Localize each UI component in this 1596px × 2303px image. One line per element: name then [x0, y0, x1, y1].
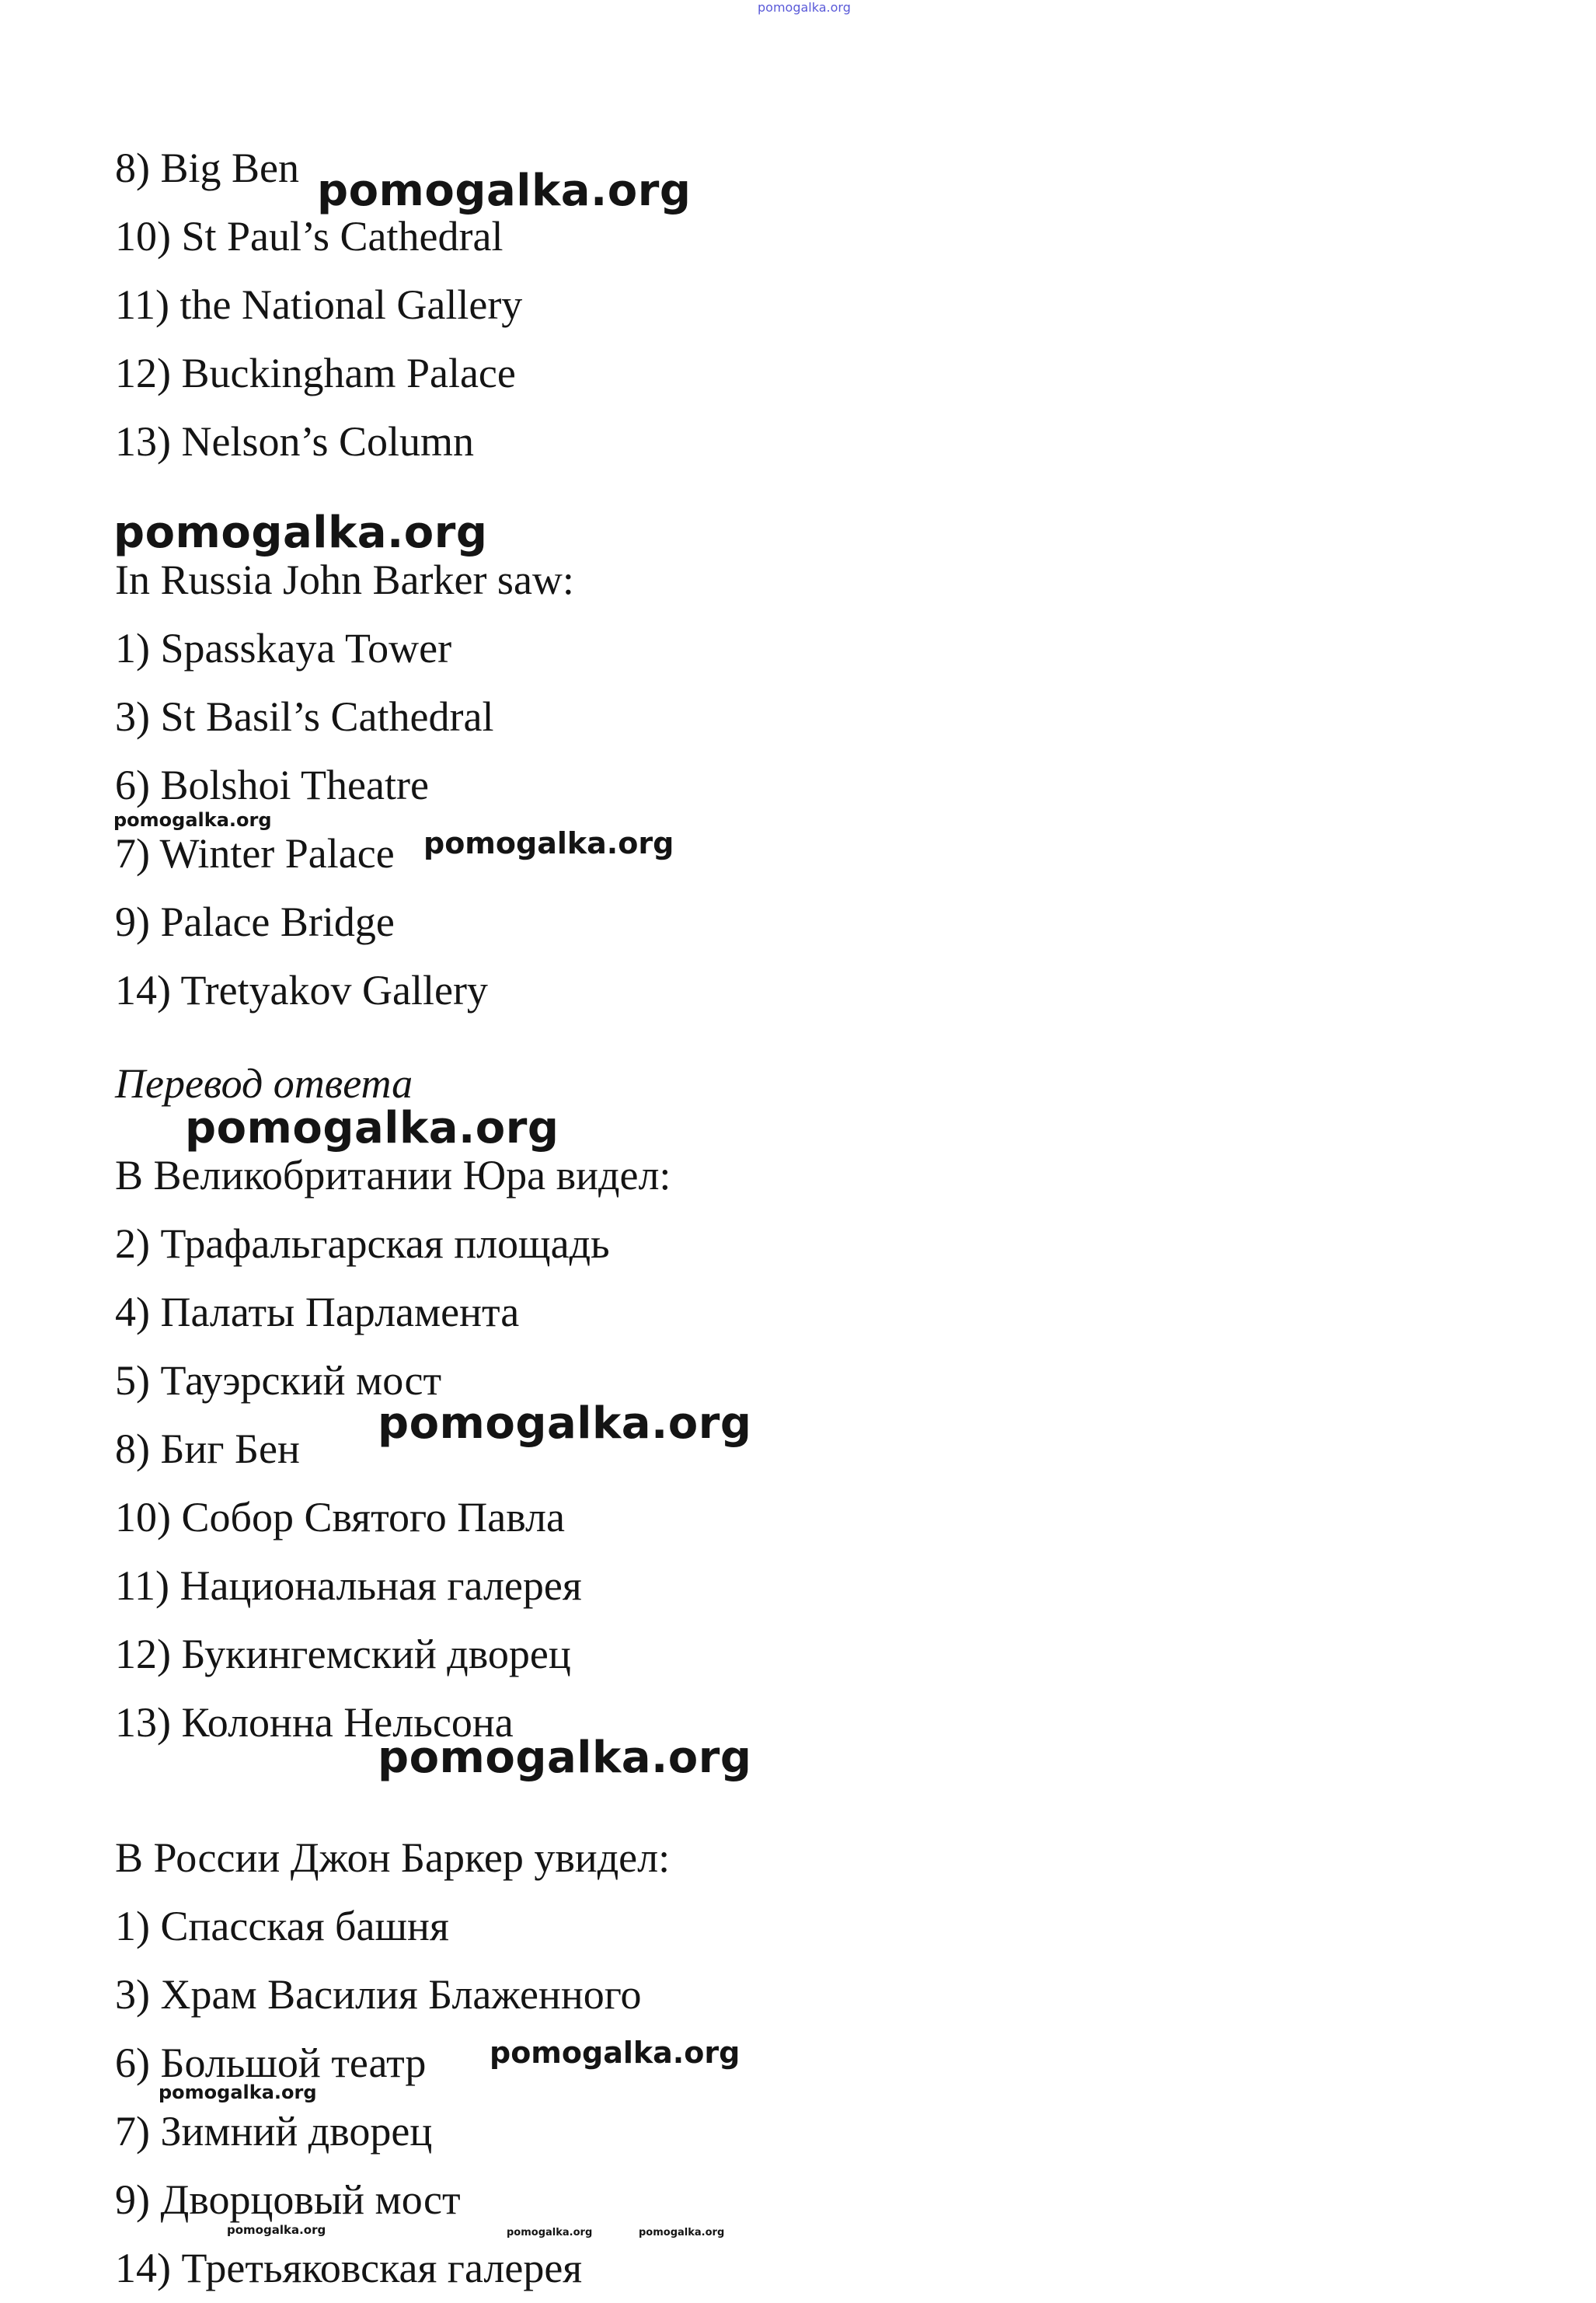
section-heading: В Великобритании Юра видел: [115, 1152, 671, 1199]
list-item: 13) Колонна Нельсона [115, 1699, 514, 1746]
list-item: 9) Дворцовый мост [115, 2176, 461, 2223]
watermark: pomogalka.org [227, 2223, 326, 2237]
list-item: 3) Храм Василия Блаженного [115, 1971, 642, 2018]
watermark: pomogalka.org [378, 1732, 752, 1783]
list-item: 12) Buckingham Palace [115, 350, 516, 396]
list-item: 8) Big Ben [115, 145, 299, 191]
list-item: 1) Spasskaya Tower [115, 625, 452, 672]
list-item: 2) Трафальгарская площадь [115, 1220, 610, 1267]
watermark: pomogalka.org [113, 809, 272, 831]
list-item: 10) St Paul’s Cathedral [115, 213, 504, 260]
watermark: pomogalka.org [159, 2081, 317, 2103]
list-item: 13) Nelson’s Column [115, 418, 475, 465]
watermark: pomogalka.org [507, 2227, 593, 2238]
list-item: 8) Биг Бен [115, 1425, 300, 1472]
list-item: 3) St Basil’s Cathedral [115, 693, 494, 740]
section-heading: В России Джон Баркер увидел: [115, 1834, 671, 1881]
list-item: 5) Тауэрский мост [115, 1357, 442, 1404]
list-item: 12) Букингемский дворец [115, 1631, 571, 1677]
list-item: 7) Зимний дворец [115, 2108, 433, 2155]
section-heading: In Russia John Barker saw: [115, 557, 574, 603]
list-item: 9) Palace Bridge [115, 899, 395, 945]
list-item: 11) the National Gallery [115, 281, 523, 328]
list-item: 14) Tretyakov Gallery [115, 967, 488, 1014]
list-item: 6) Bolshoi Theatre [115, 762, 429, 808]
list-item: 11) Национальная галерея [115, 1562, 582, 1609]
watermark-top: pomogalka.org [758, 0, 851, 15]
watermark: pomogalka.org [185, 1103, 559, 1153]
watermark: pomogalka.org [423, 826, 674, 860]
list-item: 14) Третьяковская галерея [115, 2245, 583, 2291]
watermark: pomogalka.org [378, 1398, 752, 1449]
watermark: pomogalka.org [639, 2227, 725, 2238]
list-item: 10) Собор Святого Павла [115, 1494, 565, 1541]
list-item: 6) Большой театр [115, 2040, 427, 2086]
watermark: pomogalka.org [113, 508, 488, 558]
translation-heading: Перевод ответа [115, 1060, 413, 1107]
watermark: pomogalka.org [317, 166, 692, 216]
list-item: 4) Палаты Парламента [115, 1289, 520, 1335]
watermark: pomogalka.org [490, 2036, 741, 2070]
list-item: 7) Winter Palace [115, 830, 395, 877]
list-item: 1) Спасская башня [115, 1903, 449, 1949]
